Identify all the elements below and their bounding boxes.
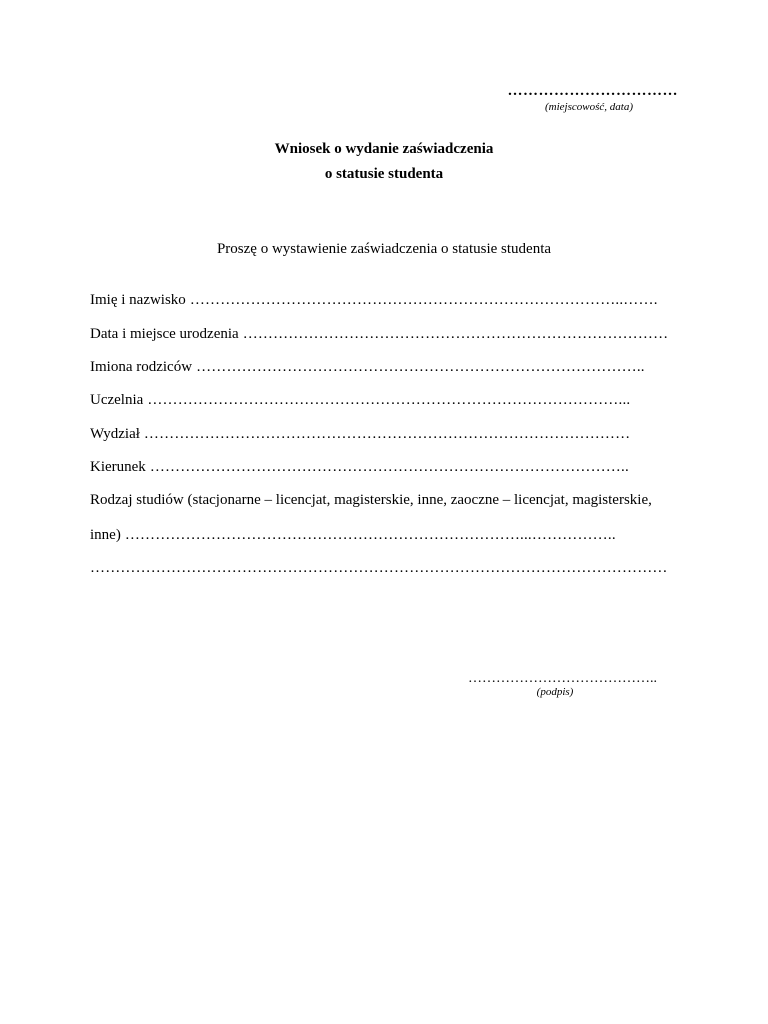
field-faculty: [90, 426, 675, 443]
field-faculty-label: Wydział: [90, 426, 140, 442]
signature-blank: …………………………………..: [468, 671, 657, 686]
field-university-label: Uczelnia: [90, 392, 144, 408]
document-title-line-2: o statusie studenta: [324, 166, 444, 182]
field-parents-label: Imiona rodziców: [90, 359, 193, 375]
field-study-type-label: Rodzaj studiów (stacjonarne – licencjat, magisterskie, inne, zaoczne – licencjat, magisterskie,: [90, 492, 652, 508]
field-parents-blank: ……………………………………………………………………………..: [196, 359, 645, 375]
field-parents: [90, 359, 675, 376]
field-birth-blank: …………………………………………………………………………: [242, 326, 669, 342]
document-title-line-1: Wniosek o wydanie zaświadczenia: [274, 141, 494, 157]
field-faculty-blank: ……………………………………………………………………………………: [143, 426, 631, 442]
place-date-blank: ……………………………: [507, 83, 678, 99]
field-university: [90, 392, 675, 409]
field-university-blank: …………………………………………………………………………………...: [147, 392, 631, 408]
extra-line: [90, 560, 675, 577]
place-date-caption: (miejscowość, data): [545, 101, 633, 113]
field-major-label: Kierunek: [90, 459, 146, 475]
field-study-type-cont-label: inne): [90, 527, 121, 543]
extra-line-blank: ……………………………………………………………………………………………………: [90, 560, 668, 576]
field-birth: [90, 326, 675, 343]
field-study-type: [90, 527, 675, 544]
request-sentence: Proszę o wystawienie zaświadczenia o statusie studenta: [216, 241, 552, 257]
signature-caption: (podpis): [536, 686, 574, 698]
field-major: [90, 459, 675, 476]
field-name-blank: …………………………………………………………………………..…….: [189, 292, 658, 308]
field-birth-label: Data i miejsce urodzenia: [90, 326, 239, 342]
field-name-label: Imię i nazwisko: [90, 292, 186, 308]
field-major-blank: …………………………………………………………………………………..: [149, 459, 629, 475]
field-name: [90, 292, 675, 309]
field-study-type-blank: ……………………………………………………………………...……………..: [124, 527, 616, 543]
